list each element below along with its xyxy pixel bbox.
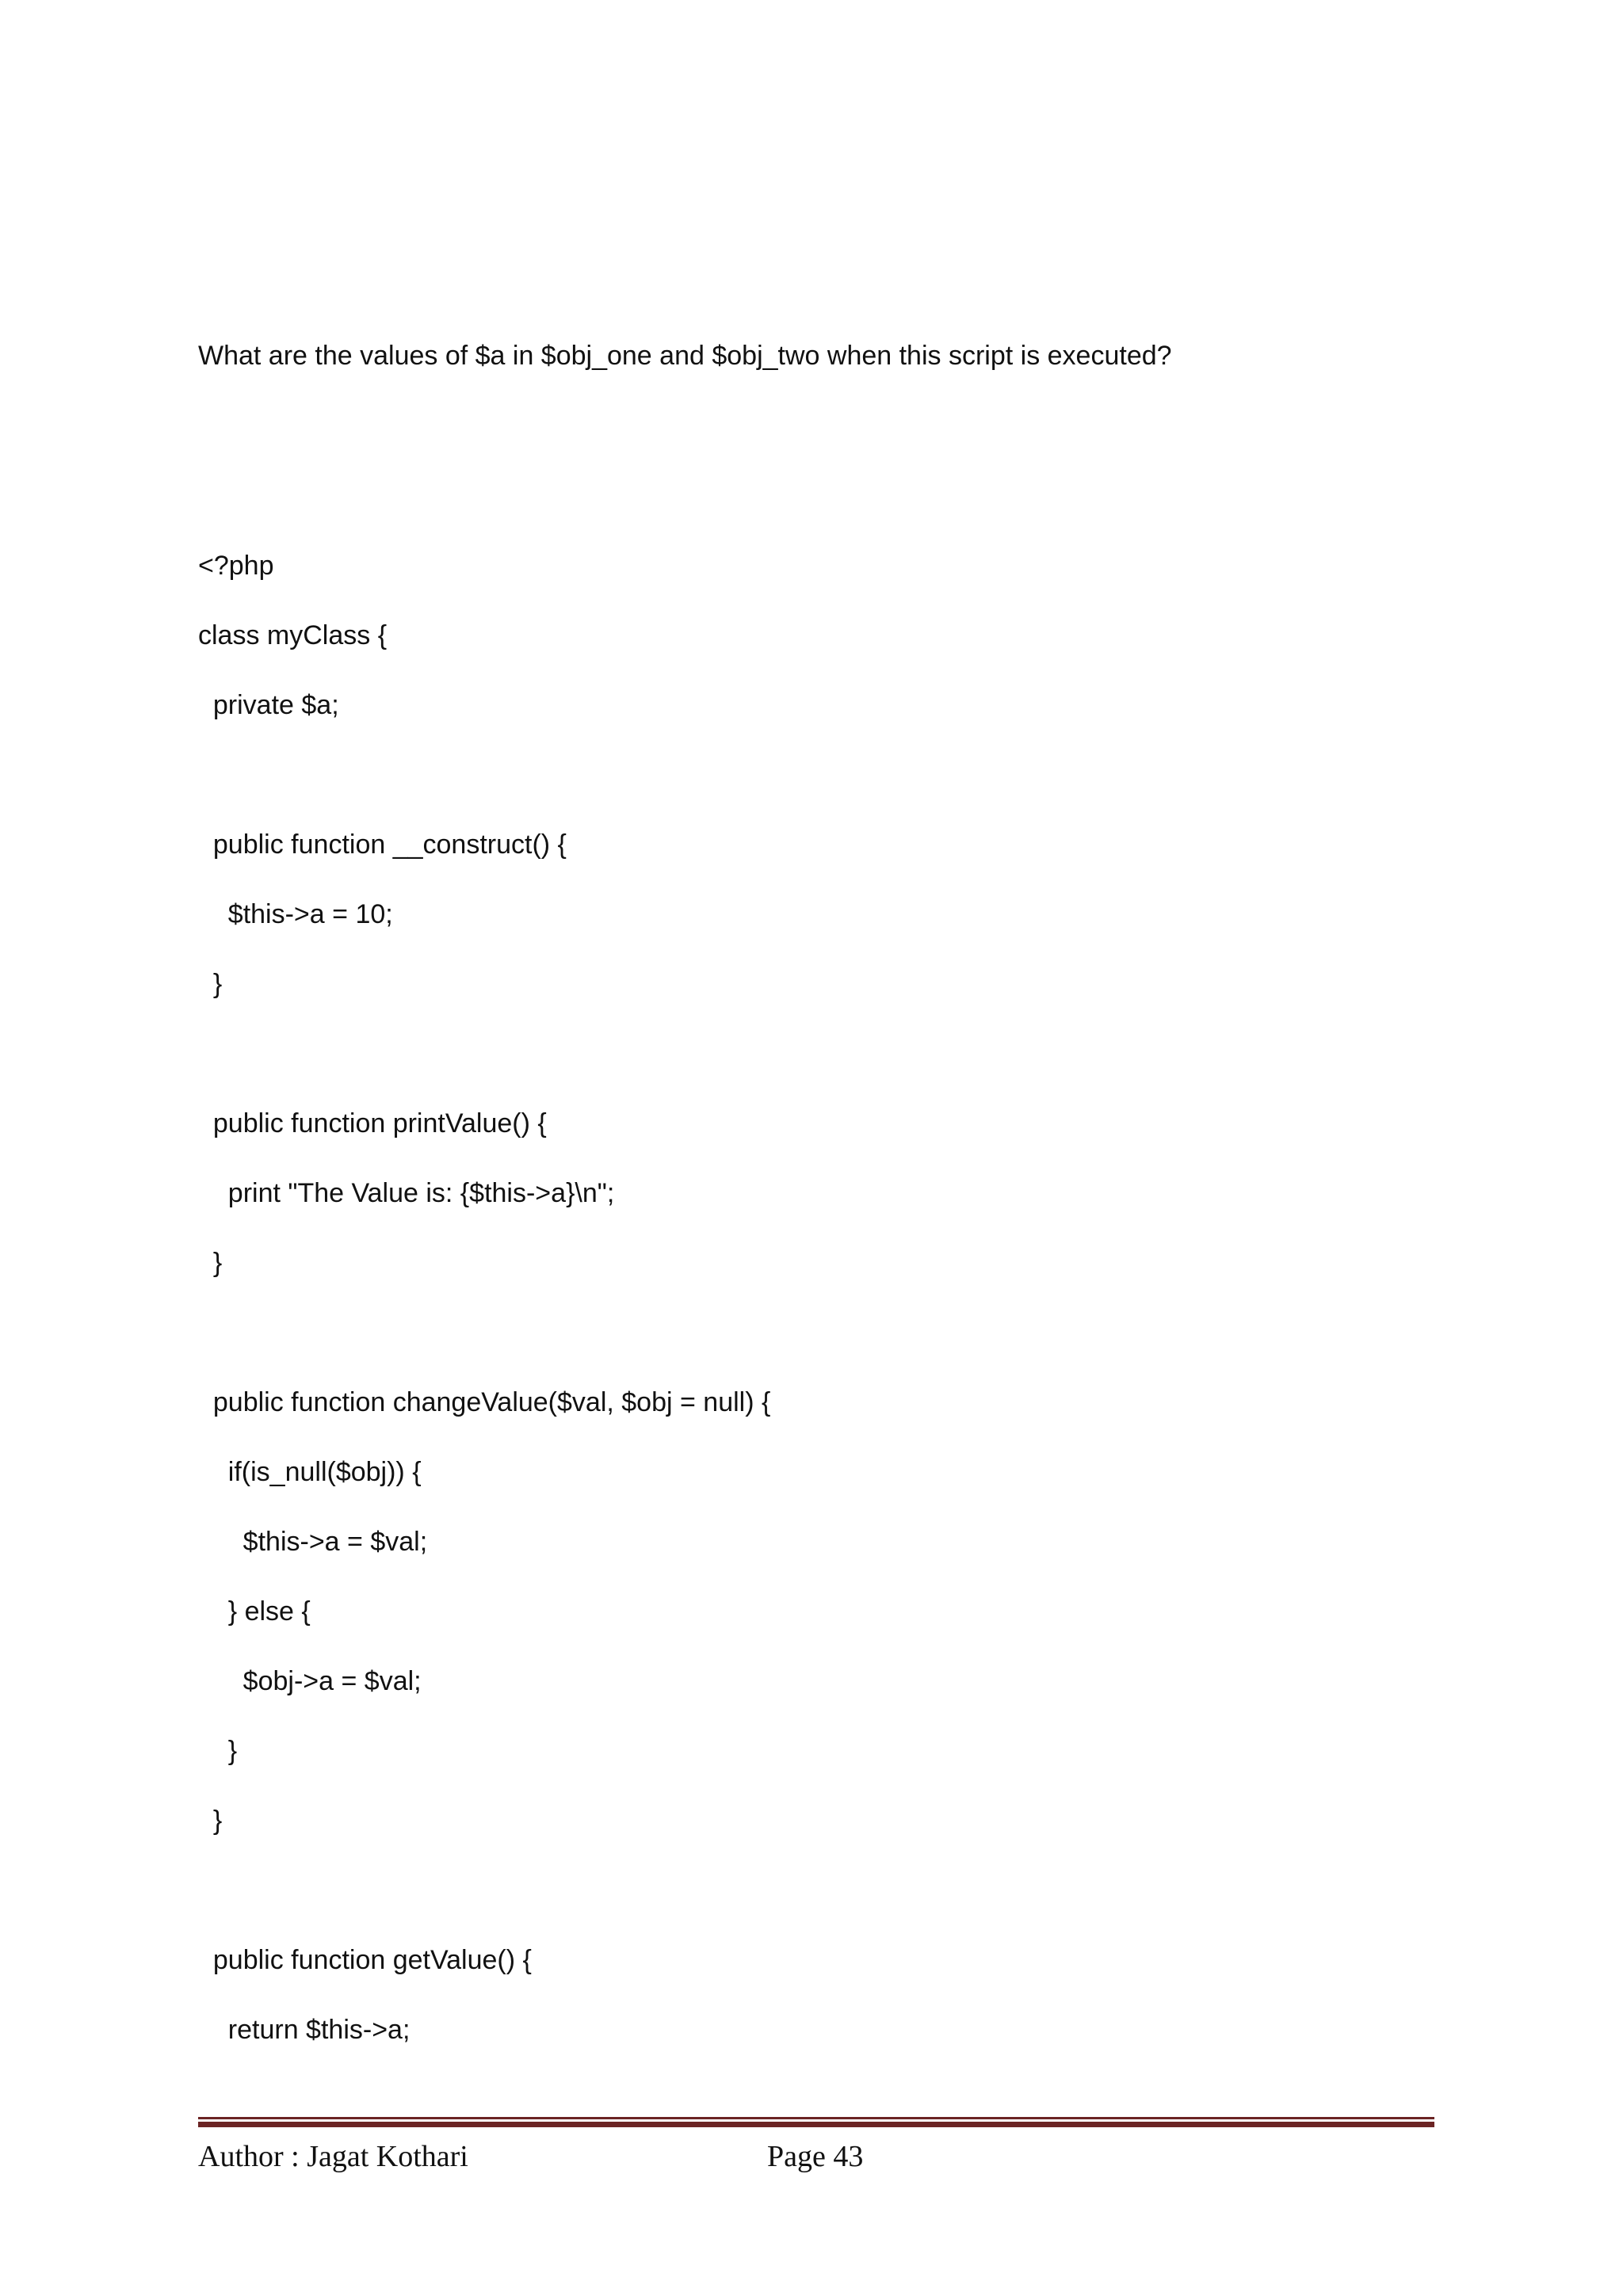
code-line: } — [198, 1736, 238, 1766]
code-line: $obj->a = $val; — [198, 1666, 422, 1696]
code-line: } else { — [198, 1596, 311, 1627]
code-line: } — [198, 1806, 223, 1836]
code-line — [198, 756, 770, 826]
footer-author: Author : Jagat Kothari — [198, 2140, 468, 2173]
code-line: public function printValue() { — [198, 1108, 547, 1138]
php-code-block — [198, 547, 770, 2081]
code-line: $this->a = $val; — [198, 1527, 428, 1557]
footer-divider-thick — [198, 2122, 1434, 2127]
footer-page-number: Page 43 — [767, 2140, 864, 2173]
code-line: $this->a = 10; — [198, 899, 393, 929]
code-line: return $this->a; — [198, 2015, 411, 2045]
code-line: public function changeValue($val, $obj = null) { — [198, 1387, 771, 1417]
code-line: <?php — [198, 551, 274, 581]
code-line: public function __construct() { — [198, 830, 567, 860]
code-line: class myClass { — [198, 620, 388, 650]
code-line — [198, 1035, 770, 1104]
question-text: What are the values of $a in $obj_one and $obj_two when this script is executed? — [198, 341, 1172, 371]
code-line: } — [198, 969, 223, 999]
code-line: print "The Value is: {$this->a}\n"; — [198, 1178, 615, 1208]
code-line — [198, 1314, 770, 1383]
code-line — [198, 1871, 770, 1941]
code-line: private $a; — [198, 690, 339, 720]
code-line: } — [198, 1248, 223, 1278]
code-line: if(is_null($obj)) { — [198, 1457, 422, 1487]
footer-divider — [198, 2117, 1434, 2127]
code-line: public function getValue() { — [198, 1945, 532, 1975]
